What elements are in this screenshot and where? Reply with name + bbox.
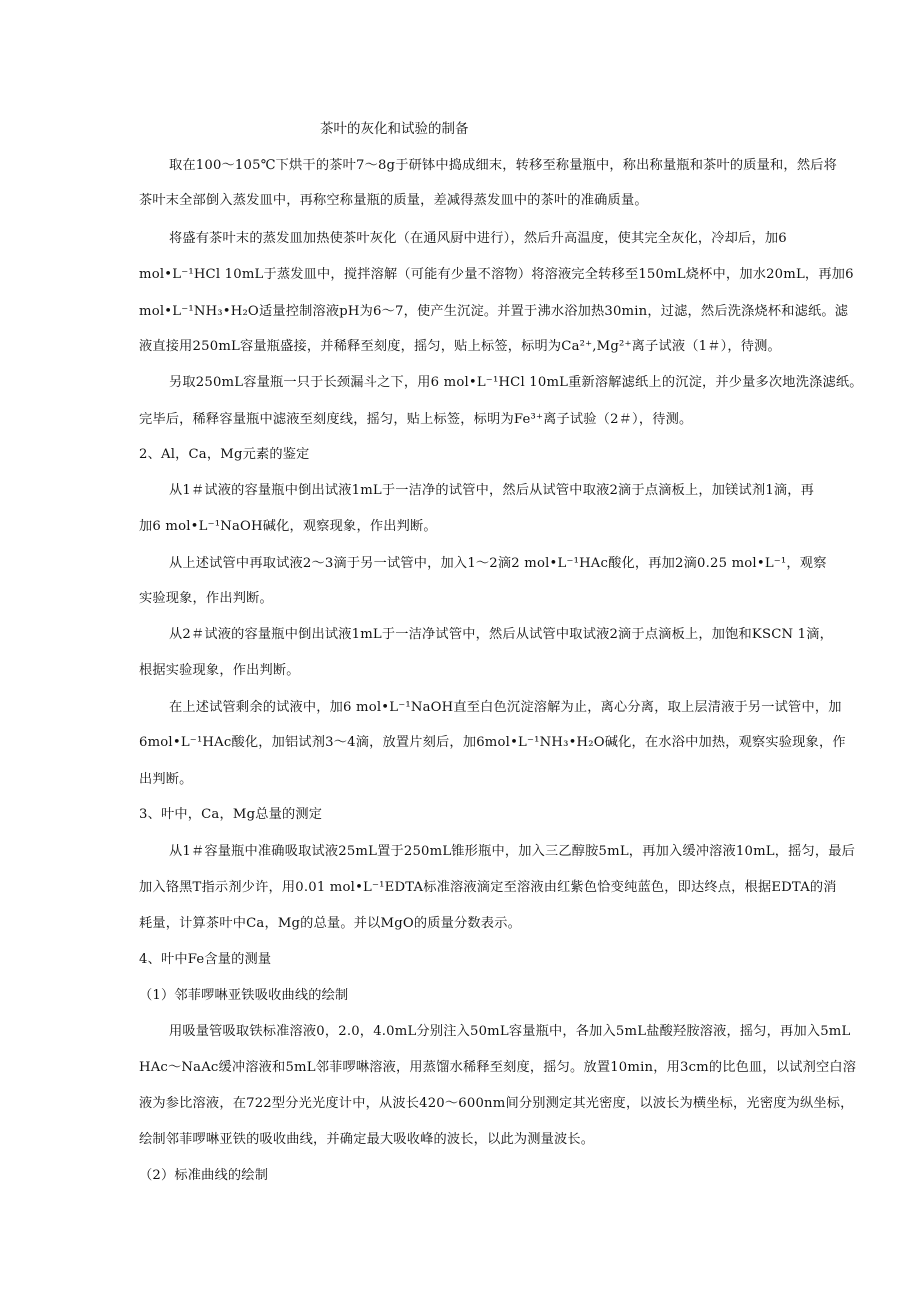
text-line: 完毕后，稀释容量瓶中滤液至刻度线，摇匀，贴上标签，标明为Fe³⁺离子试验（2＃），待测。 [139, 412, 693, 427]
text-line: 从2＃试液的容量瓶中倒出试液1mL于一洁净试管中，然后从试管中取试液2滴于点滴板上，加饱和KSCN 1滴， [169, 627, 834, 642]
text-line: 加6 mol•L⁻¹NaOH碱化，观察现象，作出判断。 [139, 519, 437, 534]
section-heading: 4、叶中Fe含量的测量 [139, 952, 272, 967]
section-heading: 2、Al，Ca，Mg元素的鉴定 [139, 447, 310, 462]
text-line: 加入铬黑T指示剂少许，用0.01 mol•L⁻¹EDTA标准溶液滴定至溶液由红紫色恰变纯蓝色，即达终点，根据EDTA的消 [139, 880, 837, 895]
text-line: 根据实验现象，作出判断。 [139, 663, 300, 678]
text-line: 实验现象，作出判断。 [139, 591, 273, 606]
text-line: mol•L⁻¹NH₃•H₂O适量控制溶液pH为6～7，使产生沉淀。并置于沸水浴加热30min，过滤，然后洗涤烧杯和滤纸。滤 [139, 304, 849, 319]
subsection-heading: （1）邻菲啰啉亚铁吸收曲线的绘制 [139, 988, 349, 1003]
section-heading: 3、叶中，Ca，Mg总量的测定 [139, 807, 323, 822]
text-line: 液为参比溶液，在722型分光光度计中，从波长420～600nm间分别测定其光密度，以波长为横坐标，光密度为纵坐标， [139, 1096, 854, 1111]
document-title: 茶叶的灰化和试验的制备 [320, 121, 469, 137]
text-line: 取在100～105℃下烘干的茶叶7～8g于研钵中捣成细末，转移至称量瓶中，称出称量瓶和茶叶的质量和，然后将 [169, 158, 837, 173]
text-line: 液直接用250mL容量瓶盛接，并稀释至刻度，摇匀，贴上标签，标明为Ca²⁺,Mg²⁺离子试液（1＃），待测。 [139, 339, 781, 354]
text-line: 从1＃试液的容量瓶中倒出试液1mL于一洁净的试管中，然后从试管中取液2滴于点滴板上，加镁试剂1滴，再 [169, 483, 815, 498]
text-line: 从1＃容量瓶中准确吸取试液25mL置于250mL锥形瓶中，加入三乙醇胺5mL，再加入缓冲溶液10mL，摇匀，最后 [169, 844, 856, 859]
text-line: 用吸量管吸取铁标准溶液0，2.0，4.0mL分别注入50mL容量瓶中，各加入5mL盐酸羟胺溶液，摇匀，再加入5mL [169, 1024, 851, 1039]
text-line: 在上述试管剩余的试液中，加6 mol•L⁻¹NaOH直至白色沉淀溶解为止，离心分离，取上层清液于另一试管中，加 [169, 700, 842, 715]
text-line: 耗量，计算茶叶中Ca，Mg的总量。并以MgO的质量分数表示。 [139, 916, 521, 931]
text-line: 另取250mL容量瓶一只于长颈漏斗之下，用6 mol•L⁻¹HCl 10mL重新溶解滤纸上的沉淀，并少量多次地洗涤滤纸。 [169, 375, 863, 390]
text-line: 6mol•L⁻¹HAc酸化，加铝试剂3～4滴，放置片刻后，加6mol•L⁻¹NH₃•H₂O碱化，在水浴中加热，观察实验现象，作 [139, 735, 846, 750]
text-line: 绘制邻菲啰啉亚铁的吸收曲线，并确定最大吸收峰的波长，以此为测量波长。 [139, 1132, 595, 1147]
text-line: 出判断。 [139, 772, 193, 787]
subsection-heading: （2）标准曲线的绘制 [139, 1168, 269, 1183]
text-line: 从上述试管中再取试液2～3滴于另一试管中，加入1～2滴2 mol•L⁻¹HAc酸化，再加2滴0.25 mol•L⁻¹，观察 [169, 556, 827, 571]
text-line: 将盛有茶叶末的蒸发皿加热使茶叶灰化（在通风厨中进行），然后升高温度，使其完全灰化，冷却后，加6 [169, 231, 787, 246]
text-line: HAc～NaAc缓冲溶液和5mL邻菲啰啉溶液，用蒸馏水稀释至刻度，摇匀。放置10min，用3cm的比色皿，以试剂空白溶 [139, 1060, 857, 1075]
text-line: mol•L⁻¹HCl 10mL于蒸发皿中，搅拌溶解（可能有少量不溶物）将溶液完全转移至150mL烧杯中，加水20mL，再加6 [139, 267, 854, 282]
text-line: 茶叶末全部倒入蒸发皿中，再称空称量瓶的质量，差减得蒸发皿中的茶叶的准确质量。 [139, 193, 648, 208]
